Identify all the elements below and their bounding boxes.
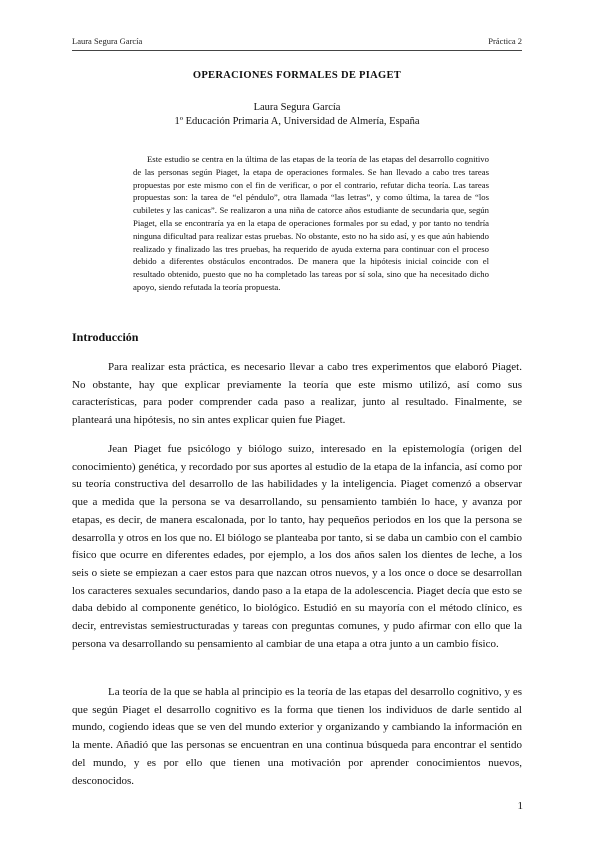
header-author: Laura Segura García bbox=[72, 36, 143, 46]
body-paragraph: Jean Piaget fue psicólogo y biólogo suizo, interesado en la epistemología (origen del conocimiento) genética, y recordado por sus aportes al estudio de la etapa de la infancia, así como por su teoría constructiva del desarrollo de las habilidades y la inteligencia. Piaget comenzó a observar que a medida que la persona se va desarrollando, su pensamiento también lo hace, y avanza por etapas, es decir, de manera escalonada, por lo tanto, hay pequeños periodos en los que la persona se desarrolla y otros en los que no. El biólogo se planteaba por tanto, si se daba un cambio con el cambio físico que ocurre en diferentes edades, por ejemplo, a los dos años salen los dientes de leche, a los seis o siete se empiezan a caer estos para que nazcan otros nuevos, y a los once o doce se desarrollan los caracteres sexuales secundarios, dando paso a la etapa de la adolescencia. Piaget decía que esto se daba debido al componente genético, lo biológico. Estudió en su mayoría con el método clínico, es decir, entrevistas semiestructuradas y tareas con preguntas comunes, y pudo afirmar con ello que la persona va desarrollando su pensamiento al cambiar de una etapa a otra junto a un cambio físico. bbox=[72, 443, 522, 650]
paper-author: Laura Segura García bbox=[253, 102, 341, 113]
paper-title: OPERACIONES FORMALES DE PIAGET bbox=[192, 70, 402, 81]
body-paragraph: La teoría de la que se habla al principio es la teoría de las etapas del desarrollo cognitivo, y es que según Piaget el desarrollo cognitivo es la forma que tienen los individuos de darle sentido al mundo, cogiendo ideas que se ven del mundo exterior y organizando y cambiando la información en la mente. Añadió que las personas se encuentran en una continua búsqueda para encontrar el sentido del mundo, y es por ello que tienen una motivación por aprender conocimientos nuevos, desconocidos. bbox=[72, 686, 522, 787]
header-practice: Práctica 2 bbox=[488, 36, 522, 46]
paper-affiliation: 1º Educación Primaria A, Universidad de Almería, España bbox=[174, 116, 420, 127]
abstract: Este estudio se centra en la última de las etapas de la teoría de las etapas del desarrollo cognitivo de las personas según Piaget, la etapa de operaciones formales. Se han llevado a cabo tres tareas propuestas por este mismo con el fin de verificar, o por el contrario, refutar dicha teoría. Las tareas propuestas son: la tarea de “el péndulo”, otra llamada “las letras”, y como última, la tarea de “los cubiletes y las canicas”. Se realizaron a una niña de catorce años estudiante de secundaria que, según Piaget, ella se encontraría ya en la etapa de operaciones formales por su edad, y por tanto no tendría ninguna dificultad para realizar estas pruebas. No obstante, esto no ha sido así, y es que aún habiendo realizado y finalizado las tres pruebas, ha requerido de ayuda externa para continuar con el proceso debido a diferentes obstáculos encontrados. De manera que la hipótesis inicial coincide con el resultado obtenido, puesto que no ha completado las tareas por sí sola, sino que ha necesitado dicho apoyo, siendo refutada la teoría propuesta. bbox=[133, 154, 489, 292]
body-paragraph: Para realizar esta práctica, es necesario llevar a cabo tres experimentos que elaboró Piaget. No obstante, hay que explicar previamente la teoría que este mismo utilizó, así como sus características, para poder comprender cada paso a realizar, junto al resultado. Finalmente, se planteará una hipótesis, no sin antes explicar quien fue Piaget. bbox=[72, 361, 522, 427]
section-heading: Introducción bbox=[72, 330, 139, 344]
running-header bbox=[72, 36, 522, 46]
header-rule bbox=[72, 50, 522, 51]
page-number: 1 bbox=[517, 800, 523, 812]
